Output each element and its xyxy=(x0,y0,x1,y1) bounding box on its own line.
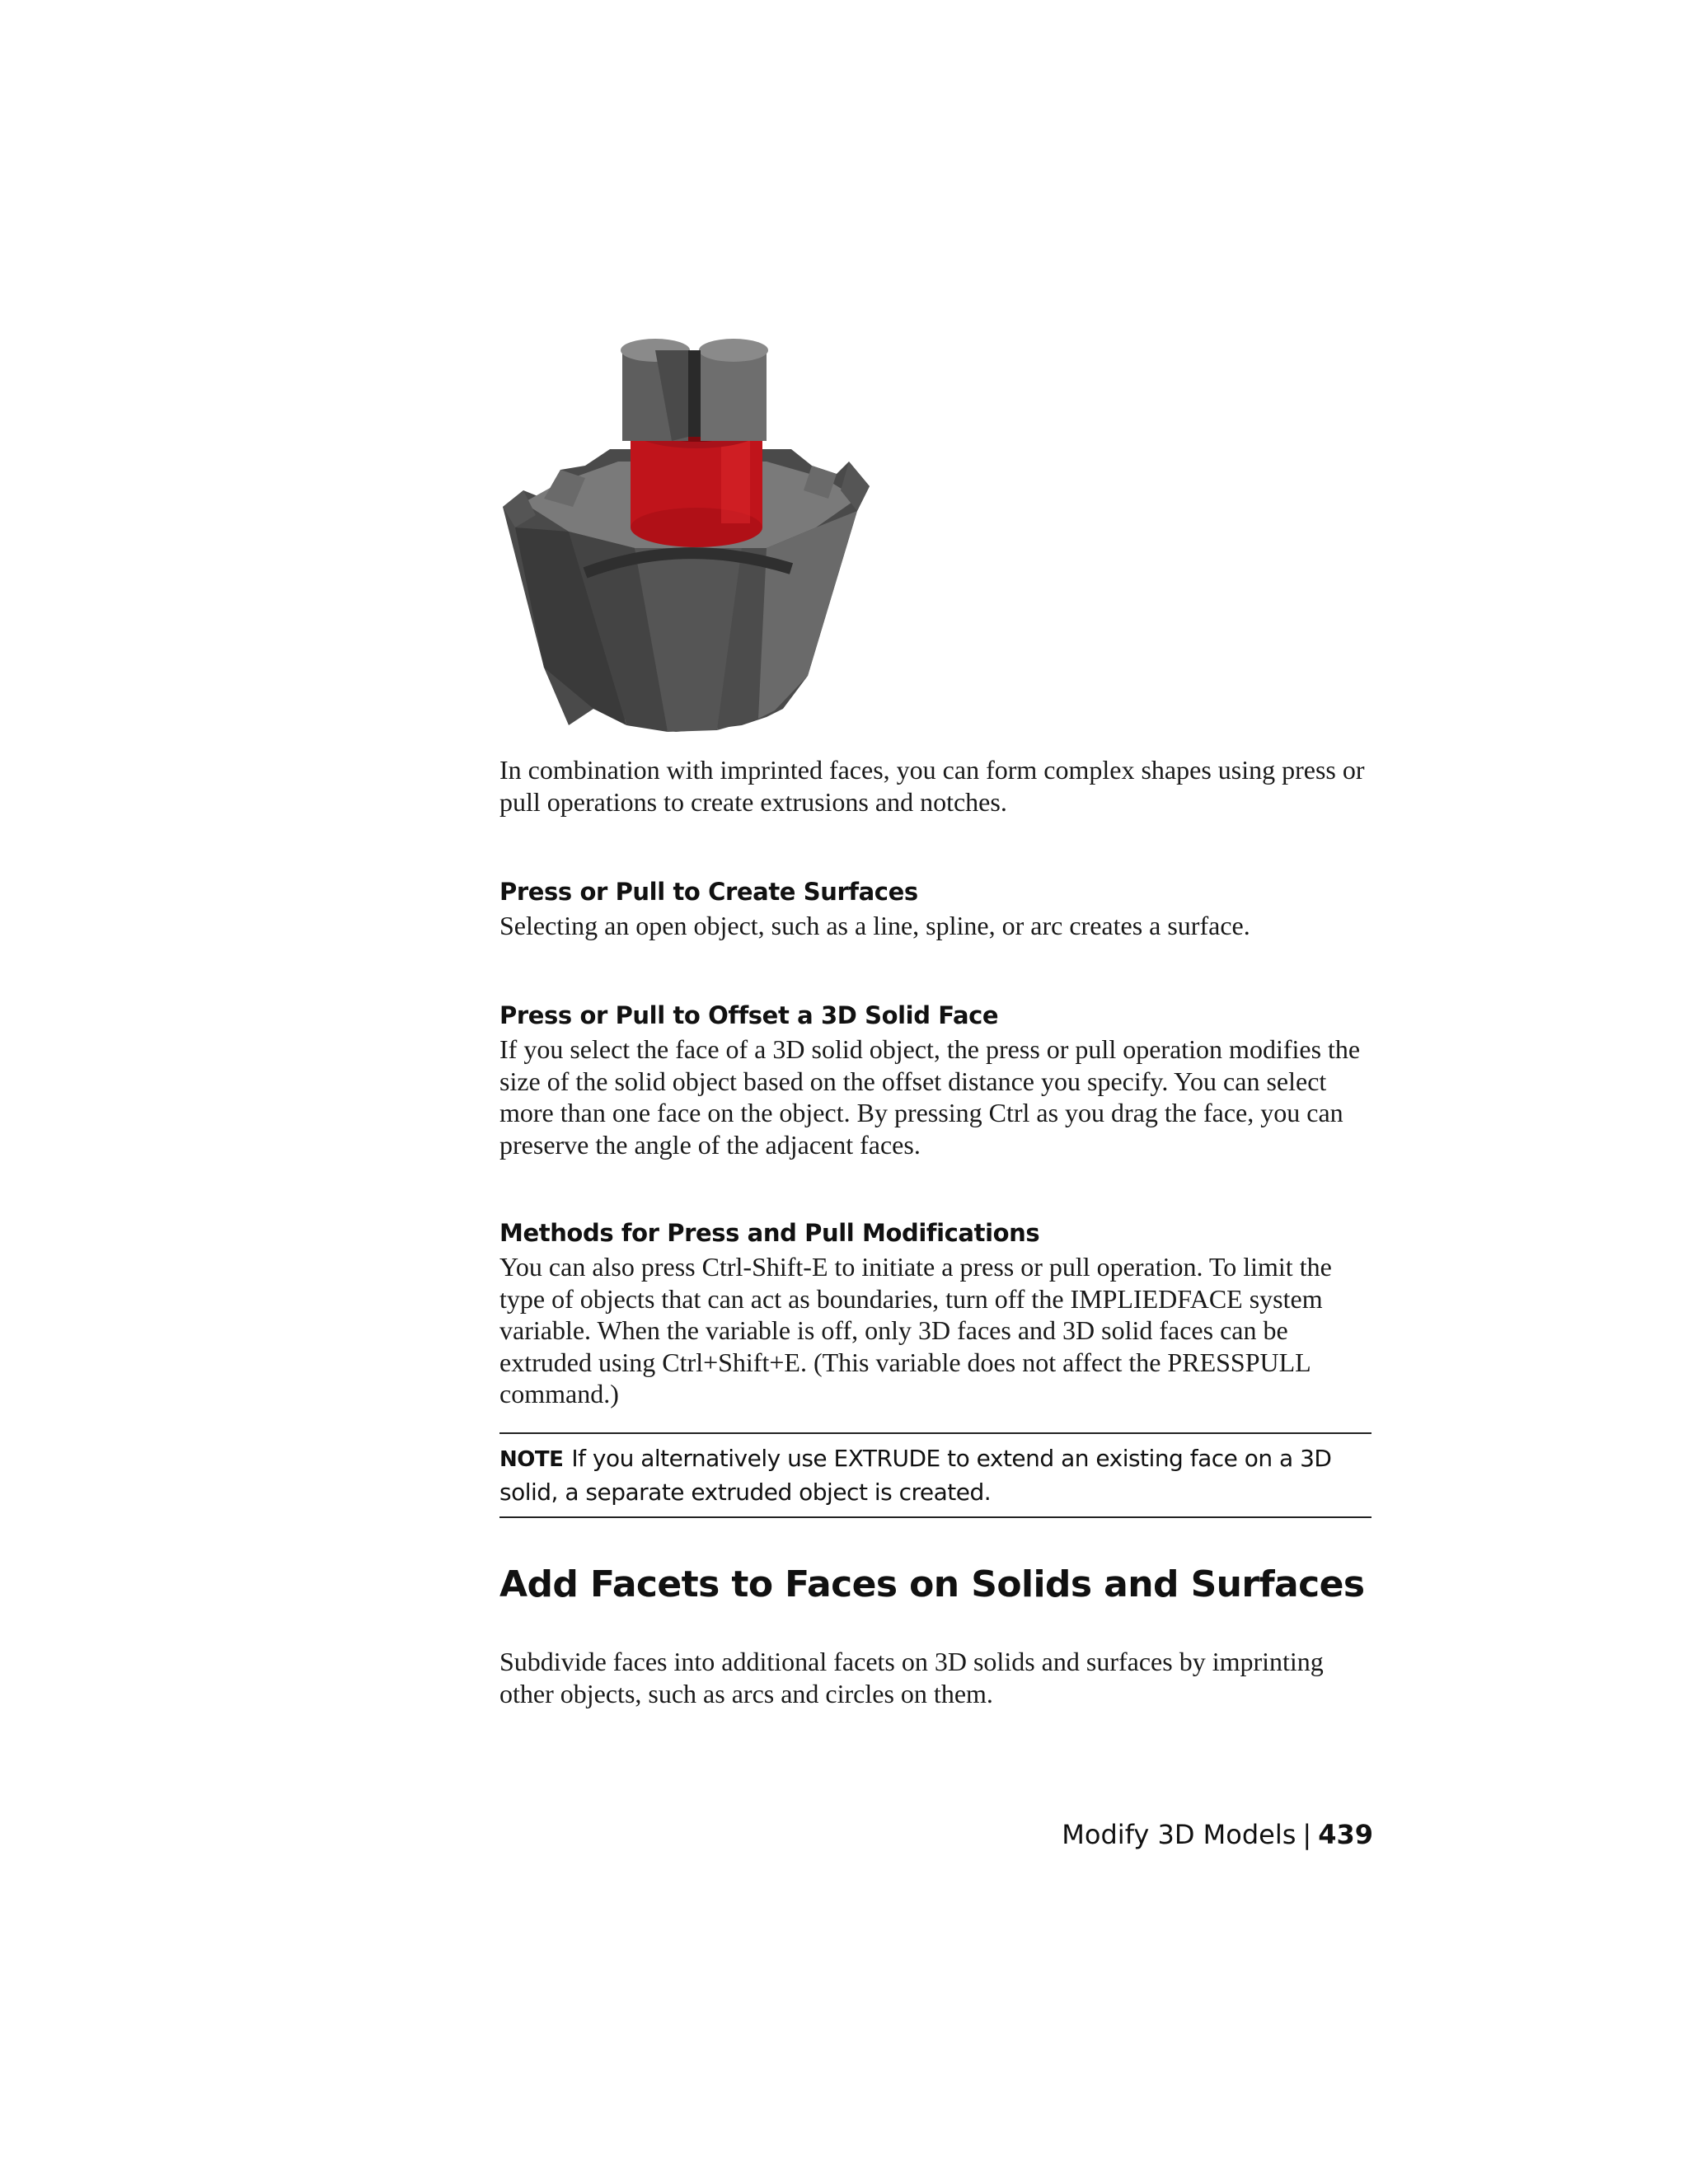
page-footer xyxy=(1062,1818,1373,1851)
heading-create-surfaces: Press or Pull to Create Surfaces xyxy=(499,878,918,906)
note-label: NOTE xyxy=(499,1447,564,1472)
heading-methods: Methods for Press and Pull Modifications xyxy=(499,1219,1040,1247)
paragraph-methods: You can also press Ctrl-Shift-E to initiate a press or pull operation. To limit the type of objects that can act as boundaries, turn off the IMPLIEDFACE system variable. When the variable is off, only 3D faces and 3D solid faces can be extruded using Ctrl+Shift+E. (This variable does not affect the PRESSPULL command.) xyxy=(499,1252,1332,1408)
footer-separator: | xyxy=(1302,1819,1312,1850)
note-body: If you alternatively use EXTRUDE to extend an existing face on a 3D solid, a separate extruded object is created. xyxy=(499,1445,1332,1506)
intro-paragraph: In combination with imprinted faces, you can form complex shapes using press or pull operations to create extrusions and notches. xyxy=(499,755,1365,817)
main-heading: Add Facets to Faces on Solids and Surfaces xyxy=(499,1563,1365,1605)
note-text-block xyxy=(499,1442,1372,1508)
main-paragraph: Subdivide faces into additional facets on 3D solids and surfaces by imprinting other objects, such as arcs and circles on them. xyxy=(499,1647,1324,1708)
footer-title: Modify 3D Models xyxy=(1062,1819,1296,1850)
extruded-gear-solid-illustration xyxy=(495,338,882,750)
gear-solid-figure xyxy=(495,338,882,750)
paragraph-offset-face: If you select the face of a 3D solid object, the press or pull operation modifies the size of the solid object based on the offset distance you specify. You can select more than one face on the object. By pressing Ctrl as you drag the face, you can preserve the angle of the adjacent faces. xyxy=(499,1034,1361,1160)
heading-offset-face: Press or Pull to Offset a 3D Solid Face xyxy=(499,1001,999,1029)
paragraph-create-surfaces: Selecting an open object, such as a line, spline, or arc creates a surface. xyxy=(499,911,1250,940)
page-number: 439 xyxy=(1318,1819,1373,1850)
note-box xyxy=(499,1432,1372,1518)
